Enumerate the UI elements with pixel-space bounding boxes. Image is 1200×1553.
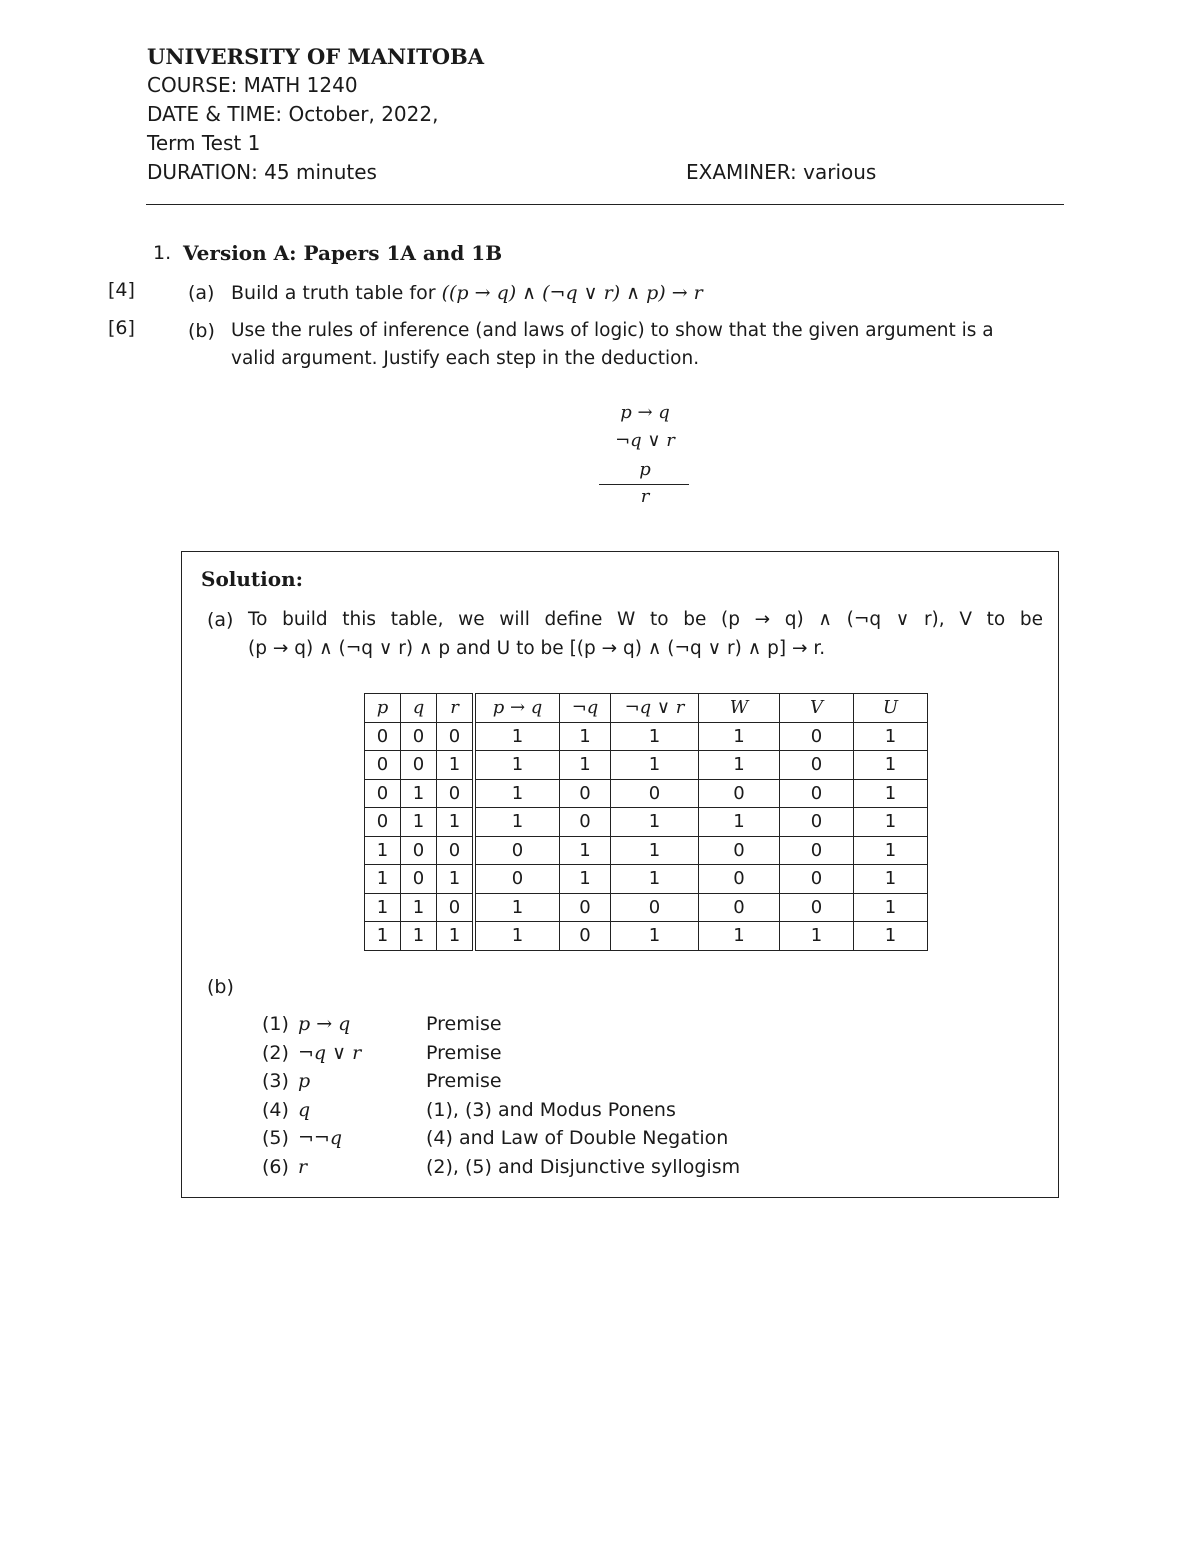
table-row	[365, 865, 928, 894]
table-cell: 1	[474, 922, 560, 951]
table-cell: 0	[780, 808, 854, 837]
header-not-q: ¬q	[560, 694, 611, 723]
step-statement: p	[298, 1070, 311, 1092]
table-cell: 0	[780, 779, 854, 808]
table-cell: 1	[854, 808, 928, 837]
table-cell: 0	[474, 836, 560, 865]
table-cell: 1	[699, 751, 780, 780]
table-cell: 0	[401, 722, 437, 751]
table-cell: 0	[560, 808, 611, 837]
table-cell: 0	[780, 865, 854, 894]
truth-table-header	[365, 694, 928, 723]
table-cell: 0	[401, 751, 437, 780]
table-row	[365, 722, 928, 751]
part-a-question	[231, 279, 703, 307]
table-cell: 0	[437, 893, 475, 922]
table-cell: 0	[560, 893, 611, 922]
table-cell: 1	[854, 893, 928, 922]
header-q: q	[401, 694, 437, 723]
table-cell: 1	[560, 722, 611, 751]
table-row	[365, 751, 928, 780]
table-cell: 1	[611, 922, 699, 951]
step-number: (2)	[262, 1041, 289, 1064]
table-cell: 1	[854, 865, 928, 894]
solution-part-b-label: (b)	[207, 976, 234, 998]
header-w: W	[699, 694, 780, 723]
step-reason: (4) and Law of Double Negation	[426, 1127, 729, 1149]
table-cell: 0	[401, 865, 437, 894]
table-row	[365, 922, 928, 951]
table-cell: 0	[401, 836, 437, 865]
table-cell: 1	[365, 893, 401, 922]
header-v: V	[780, 694, 854, 723]
part-b-label: (b)	[188, 320, 215, 342]
table-cell: 1	[560, 751, 611, 780]
header-p: p	[365, 694, 401, 723]
table-cell: 1	[365, 922, 401, 951]
argument-premise-1: p → q	[620, 402, 670, 423]
table-cell: 1	[474, 808, 560, 837]
table-cell: 0	[780, 836, 854, 865]
table-cell: 1	[474, 722, 560, 751]
part-b-text-line1: Use the rules of inference (and laws of logic) to show that the given argument is a	[231, 320, 994, 341]
course-line: COURSE: MATH 1240	[147, 73, 358, 97]
table-cell: 0	[365, 779, 401, 808]
part-a-formula: ((p → q) ∧ (¬q ∨ r) ∧ p) → r	[441, 282, 703, 304]
solution-part-a-label: (a)	[207, 609, 234, 631]
part-b-marks: [6]	[108, 317, 135, 339]
table-cell: 0	[365, 722, 401, 751]
step-number: (4)	[262, 1098, 289, 1121]
truth-table-body	[365, 722, 928, 950]
table-cell: 0	[611, 779, 699, 808]
table-cell: 1	[401, 893, 437, 922]
question-number: 1.	[153, 242, 172, 264]
table-cell: 1	[437, 922, 475, 951]
header-u: U	[854, 694, 928, 723]
table-cell: 0	[699, 893, 780, 922]
duration-line: DURATION: 45 minutes	[147, 160, 377, 184]
step-number: (3)	[262, 1070, 289, 1092]
table-cell: 0	[437, 836, 475, 865]
table-row	[365, 808, 928, 837]
argument-conclusion: r	[640, 486, 650, 507]
table-cell: 1	[854, 922, 928, 951]
table-cell: 1	[437, 865, 475, 894]
step-number: (1)	[262, 1013, 289, 1035]
table-cell: 1	[699, 722, 780, 751]
solution-part-a-line1: To build this table, we will define W to be (p → q) ∧ (¬q ∨ r), V to be	[248, 609, 1043, 630]
step-statement: ¬q ∨ r	[298, 1041, 362, 1064]
table-cell: 0	[560, 779, 611, 808]
table-cell: 0	[699, 865, 780, 894]
table-cell: 1	[611, 865, 699, 894]
table-cell: 0	[365, 751, 401, 780]
table-cell: 1	[611, 836, 699, 865]
table-row	[365, 779, 928, 808]
part-b-text-line2: valid argument. Justify each step in the deduction.	[231, 348, 700, 369]
part-a-marks: [4]	[108, 279, 135, 301]
step-reason: (2), (5) and Disjunctive syllogism	[426, 1155, 741, 1178]
table-cell: 1	[699, 922, 780, 951]
table-cell: 1	[854, 722, 928, 751]
table-cell: 1	[437, 751, 475, 780]
header-not-q-or-r: ¬q ∨ r	[611, 694, 699, 723]
table-cell: 1	[401, 808, 437, 837]
table-cell: 1	[365, 836, 401, 865]
step-reason: Premise	[426, 1041, 502, 1064]
table-cell: 0	[699, 836, 780, 865]
table-cell: 1	[854, 751, 928, 780]
examiner-line: EXAMINER: various	[686, 160, 877, 184]
step-statement: p → q	[298, 1013, 351, 1035]
table-cell: 1	[780, 922, 854, 951]
table-cell: 1	[854, 836, 928, 865]
table-cell: 0	[780, 751, 854, 780]
step-reason: (1), (3) and Modus Ponens	[426, 1098, 676, 1121]
step-statement: ¬¬q	[298, 1127, 343, 1149]
table-cell: 0	[699, 779, 780, 808]
table-cell: 0	[780, 893, 854, 922]
test-name: Term Test 1	[147, 131, 261, 155]
table-cell: 1	[365, 865, 401, 894]
date-time-line: DATE & TIME: October, 2022,	[147, 102, 439, 126]
table-cell: 1	[611, 751, 699, 780]
university-name: UNIVERSITY OF MANITOBA	[147, 44, 485, 69]
table-cell: 0	[611, 893, 699, 922]
table-cell: 1	[560, 865, 611, 894]
table-cell: 0	[474, 865, 560, 894]
table-cell: 1	[474, 779, 560, 808]
table-cell: 0	[365, 808, 401, 837]
argument-premise-3: p	[639, 459, 651, 480]
part-a-label: (a)	[188, 282, 215, 304]
argument-premise-2: ¬q ∨ r	[615, 430, 675, 451]
table-cell: 1	[474, 893, 560, 922]
part-a-text: Build a truth table for	[231, 282, 442, 304]
table-cell: 1	[854, 779, 928, 808]
table-cell: 1	[401, 922, 437, 951]
header-divider	[146, 204, 1064, 205]
table-cell: 0	[560, 922, 611, 951]
step-statement: q	[298, 1098, 311, 1121]
step-reason: Premise	[426, 1070, 502, 1092]
solution-part-a-line2: (p → q) ∧ (¬q ∨ r) ∧ p and U to be [(p → q) ∧ (¬q ∨ r) ∧ p] → r.	[248, 638, 826, 659]
header-r: r	[437, 694, 475, 723]
argument-divider	[599, 484, 689, 485]
step-number: (6)	[262, 1155, 289, 1178]
table-cell: 0	[437, 722, 475, 751]
question-title: Version A: Papers 1A and 1B	[183, 241, 503, 265]
table-row	[365, 836, 928, 865]
table-cell: 1	[699, 808, 780, 837]
table-cell: 1	[437, 808, 475, 837]
table-row	[365, 893, 928, 922]
step-statement: r	[298, 1155, 308, 1178]
table-cell: 0	[437, 779, 475, 808]
step-reason: Premise	[426, 1013, 502, 1035]
header-p-implies-q: p → q	[474, 694, 560, 723]
solution-title: Solution:	[201, 567, 304, 591]
table-cell: 1	[611, 808, 699, 837]
table-cell: 1	[474, 751, 560, 780]
truth-table	[364, 693, 928, 951]
table-cell: 1	[560, 836, 611, 865]
table-cell: 1	[401, 779, 437, 808]
step-number: (5)	[262, 1127, 289, 1149]
table-cell: 1	[611, 722, 699, 751]
table-cell: 0	[780, 722, 854, 751]
